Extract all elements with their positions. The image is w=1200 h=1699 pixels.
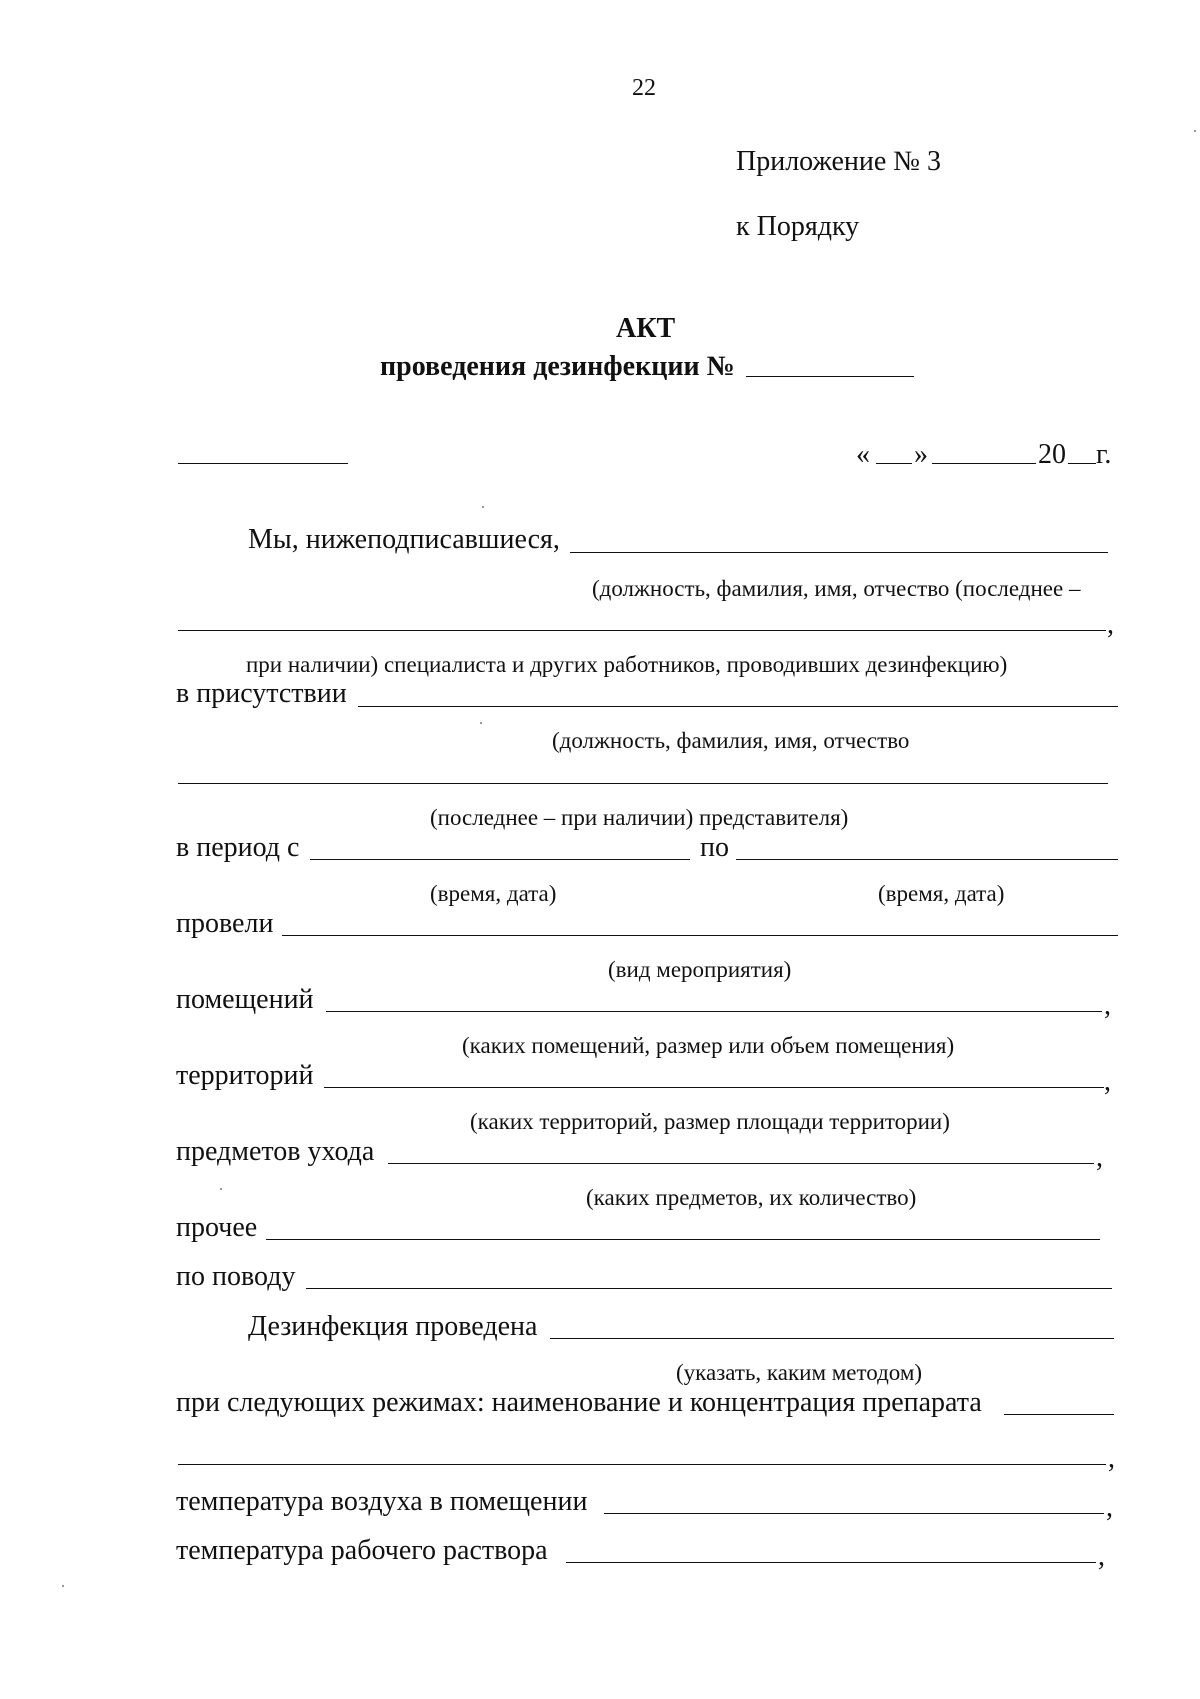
period-to-label: по bbox=[700, 832, 729, 863]
premises-caption: (каких помещений, размер или объем помещения) bbox=[462, 1033, 955, 1058]
disinfection-label: Дезинфекция проведена bbox=[248, 1311, 538, 1342]
reason-label: по поводу bbox=[176, 1261, 296, 1292]
disinfection-caption: (указать, каким методом) bbox=[676, 1360, 923, 1385]
undersigned-field[interactable] bbox=[570, 552, 1108, 553]
place-field[interactable] bbox=[178, 463, 348, 464]
reason-field[interactable] bbox=[306, 1288, 1112, 1289]
other-field[interactable] bbox=[266, 1239, 1100, 1240]
appendix-number: Приложение № 3 bbox=[736, 146, 941, 177]
modes-field[interactable] bbox=[1004, 1414, 1114, 1415]
care-items-comma: , bbox=[1096, 1142, 1103, 1173]
presence-caption-2: (последнее – при наличии) представителя) bbox=[430, 805, 849, 830]
presence-label: в присутствии bbox=[176, 678, 347, 709]
appendix-reference: к Порядку bbox=[736, 211, 860, 242]
act-subtitle: проведения дезинфекции № bbox=[380, 351, 735, 382]
premises-comma: , bbox=[1104, 990, 1111, 1021]
period-from-label: в период с bbox=[176, 832, 300, 863]
scan-speck bbox=[482, 506, 484, 508]
presence-field-2[interactable] bbox=[178, 783, 1108, 784]
premises-field[interactable] bbox=[326, 1011, 1102, 1012]
other-label: прочее bbox=[176, 1212, 258, 1243]
act-title: АКТ bbox=[616, 313, 676, 344]
solution-temperature-field[interactable] bbox=[566, 1562, 1096, 1563]
scan-speck bbox=[220, 1188, 222, 1190]
period-to-field[interactable] bbox=[736, 859, 1118, 860]
date-open-quote: « bbox=[856, 439, 870, 470]
air-temperature-label: температура воздуха в помещении bbox=[176, 1486, 588, 1517]
care-items-caption: (каких предметов, их количество) bbox=[586, 1185, 917, 1210]
care-items-label: предметов ухода bbox=[176, 1136, 375, 1167]
undersigned-comma: , bbox=[1107, 609, 1114, 640]
year-field[interactable] bbox=[1068, 463, 1096, 464]
solution-temperature-label: температура рабочего раствора bbox=[176, 1535, 548, 1566]
solution-temperature-comma: , bbox=[1098, 1541, 1105, 1572]
conducted-caption: (вид мероприятия) bbox=[608, 957, 792, 982]
scan-speck bbox=[62, 1585, 64, 1587]
air-temperature-field[interactable] bbox=[604, 1513, 1104, 1514]
conducted-label: провели bbox=[176, 908, 274, 939]
territories-field[interactable] bbox=[324, 1087, 1104, 1088]
territories-caption: (каких территорий, размер площади территории) bbox=[470, 1109, 950, 1134]
premises-label: помещений bbox=[176, 984, 314, 1015]
modes-comma: , bbox=[1108, 1443, 1115, 1474]
month-field[interactable] bbox=[932, 463, 1036, 464]
undersigned-label: Мы, нижеподписавшиеся, bbox=[248, 524, 560, 555]
territories-comma: , bbox=[1104, 1066, 1111, 1097]
modes-field-2[interactable] bbox=[178, 1464, 1106, 1465]
scan-speck bbox=[1194, 130, 1196, 132]
year-suffix: г. bbox=[1096, 439, 1112, 470]
undersigned-caption-2: при наличии) специалиста и других работников, проводивших дезинфекцию) bbox=[246, 652, 1008, 677]
care-items-field[interactable] bbox=[388, 1163, 1094, 1164]
period-to-caption: (время, дата) bbox=[878, 881, 1005, 906]
presence-caption-1: (должность, фамилия, имя, отчество bbox=[552, 728, 910, 753]
undersigned-field-2[interactable] bbox=[178, 630, 1106, 631]
disinfection-method-field[interactable] bbox=[550, 1338, 1114, 1339]
act-number-field[interactable] bbox=[746, 376, 914, 377]
undersigned-caption-1: (должность, фамилия, имя, отчество (последнее – bbox=[592, 576, 1081, 601]
year-prefix: 20 bbox=[1038, 439, 1066, 470]
modes-label: при следующих режимах: наименование и концентрация препарата bbox=[176, 1387, 982, 1418]
period-from-caption: (время, дата) bbox=[430, 881, 557, 906]
presence-field[interactable] bbox=[358, 706, 1118, 707]
day-field[interactable] bbox=[876, 463, 912, 464]
page-number: 22 bbox=[632, 75, 656, 101]
air-temperature-comma: , bbox=[1106, 1492, 1113, 1523]
scan-speck bbox=[480, 722, 482, 724]
period-from-field[interactable] bbox=[310, 859, 690, 860]
territories-label: территорий bbox=[176, 1060, 314, 1091]
date-close-quote: » bbox=[914, 439, 928, 470]
conducted-field[interactable] bbox=[282, 935, 1118, 936]
